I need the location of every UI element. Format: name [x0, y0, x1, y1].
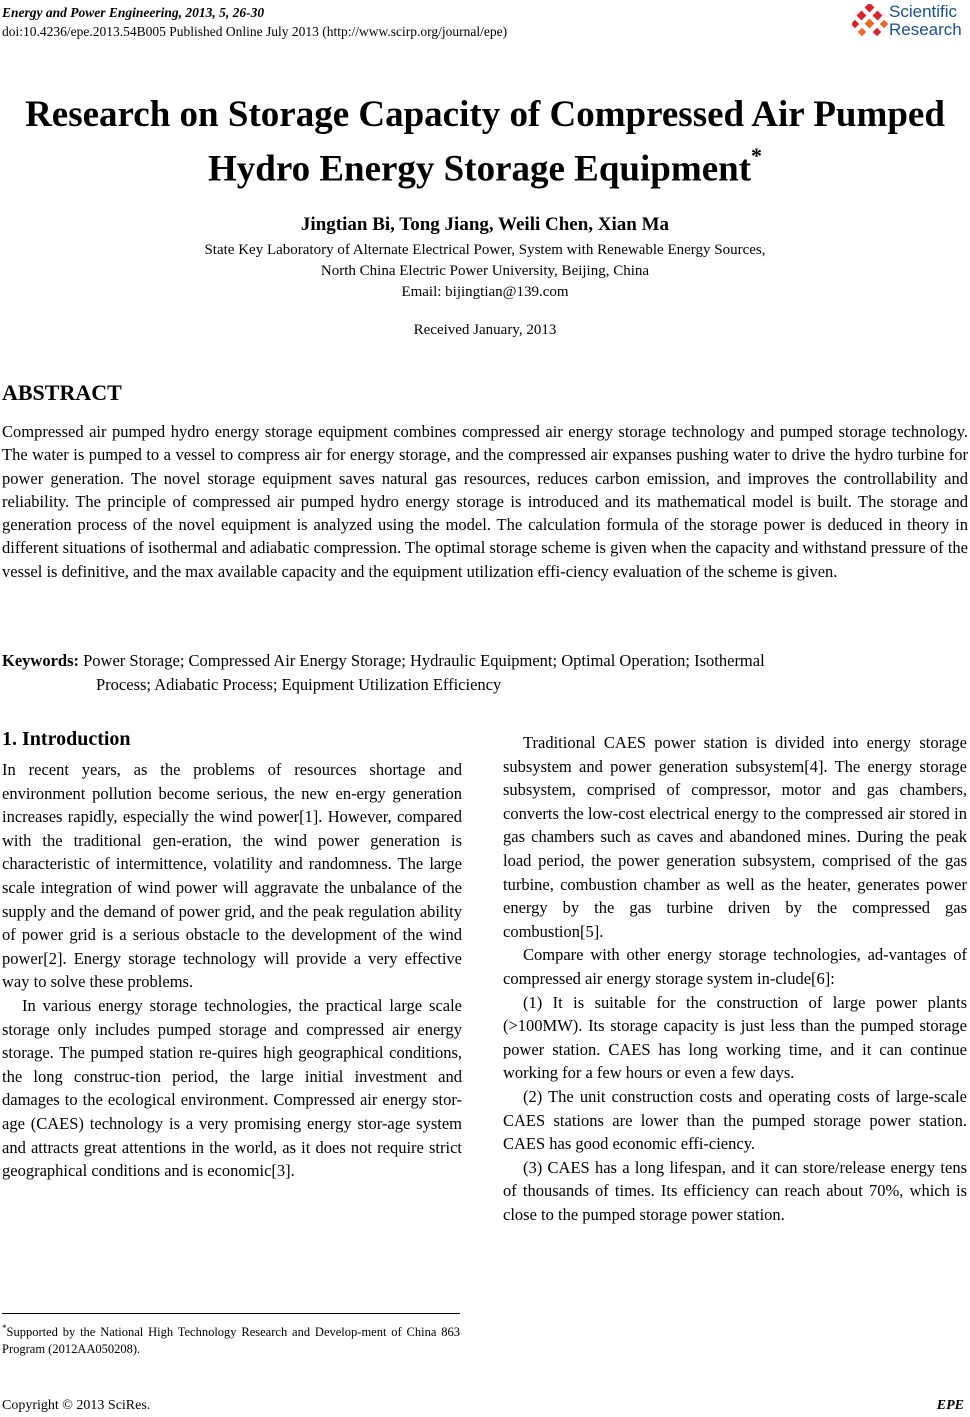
intro-paragraph-2: In various energy storage technologies, the practical large scale storage only includes pumped storage and compressed air energy storage. The pumped station re-quires high geographical conditions, the long construc-tion period, the large initial investment and damages to the ecological environment. Compressed air energy stor-age (CAES) technology is a very promising energy stor-age system and attracts great attentions in the world, as it does not require strict geographical conditions and is economic[3]. — [2, 995, 462, 1181]
publisher-logo[interactable] — [852, 2, 970, 42]
doi-line[interactable]: doi:10.4236/epe.2013.54B005 Published Online July 2013 (http://www.scirp.org/journal/epe) — [2, 24, 508, 39]
right-paragraph-3: (1) It is suitable for the construction of large power plants (>100MW). Its storage capacity is just less than the pumped storage power station. CAES has long working time, and it can continue working for a few hours or even a few days. — [503, 992, 967, 1083]
right-paragraph-2: Compare with other energy storage technologies, ad-vantages of compressed air energy storage system in-clude[6]: — [503, 945, 967, 988]
title-line2: Hydro Energy Storage Equipment — [207, 148, 752, 190]
title-footnote-mark[interactable]: * — [751, 143, 763, 168]
paper-title — [0, 92, 970, 191]
affiliation-line1: State Key Laboratory of Alternate Electrical Power, System with Renewable Energy Sources, — [204, 242, 766, 258]
footnote-text: Supported by the National High Technology Research and Develop-ment of China 863 Program (2012AA050208). — [2, 1325, 460, 1357]
right-paragraph-5: (3) CAES has a long lifespan, and it can store/release energy tens of thousands of times. Its efficiency can reach about 70%, which is close to the pumped storage power station. — [503, 1157, 967, 1224]
logo-text-line2: Research — [889, 20, 962, 39]
keywords-line2: Process; Adiabatic Process; Equipment Utilization Efficiency — [96, 674, 502, 694]
left-column — [2, 681, 462, 1183]
section-heading-introduction: 1. Introduction — [2, 728, 131, 750]
title-line1: Research on Storage Capacity of Compressed Air Pumped — [25, 94, 945, 135]
right-paragraph-4: (2) The unit construction costs and operating costs of large-scale CAES stations are lower than the pumped storage power station. CAES has good economic effi-ciency. — [503, 1086, 967, 1154]
journal-name: Energy and Power Engineering — [2, 5, 179, 20]
intro-paragraph-1: In recent years, as the problems of resources shortage and environment pollution become serious, the new en-ergy generation increases rapidly, especially the wind power[1]. However, compared with the traditional gen-eration, the wind power generation is characteristic of intermittence, volatility and randomness. The large scale integration of wind power will aggravate the unbalance of the supply and the demand of power grid, and the peak regulation ability of power grid is a serious obstacle to the development of the wind power[2]. Energy storage technology will provide a very effective way to solve these problems. — [2, 760, 462, 992]
right-paragraph-1: Traditional CAES power station is divided into energy storage subsystem and power generation subsystem[4]. The energy storage subsystem, comprised of compressor, motor and gas chambers, converts the low-cost electrical energy to the compressed air stored in gas chambers such as caves and abandoned mines. During the peak load period, the power generation subsystem, comprised of the gas turbine, combustion chamber as well as the heater, generates power energy by the gas turbine driven by the compressed gas combustion[5]. — [503, 733, 967, 941]
abstract-text: Compressed air pumped hydro energy storage equipment combines compressed air energy storage technology and pumped storage technology. The water is pumped to a vessel to compress air for energy storage, and the compressed air expanses pushing water to drive the hydro turbine for power generation. The novel storage equipment saves natural gas resources, reduces carbon emission, and improves the controllability and reliability. The principle of compressed air pumped hydro energy storage is introduced and its mathematical model is built. The storage and generation process of the novel equipment is analyzed using the model. The calculation formula of the storage power is deduced in theory in different situations of isothermal and adiabatic compression. The optimal storage scheme is given when the capacity and withstand pressure of the vessel is definitive, and the max available capacity and the equipment utilization effi-ciency evaluation of the scheme is given. — [2, 422, 968, 581]
affiliation-line2: North China Electric Power University, Beijing, China — [320, 263, 650, 279]
affiliation — [0, 240, 970, 303]
copyright-footer: Copyright © 2013 SciRes. — [2, 1398, 151, 1413]
logo-text — [889, 3, 962, 39]
journal-header — [2, 3, 507, 41]
abstract-heading: ABSTRACT — [2, 380, 122, 405]
journal-volume: , 2013, 5, 26-30 — [178, 5, 265, 20]
footnote-divider — [2, 1313, 460, 1314]
right-column — [503, 731, 967, 1226]
received-date: Received January, 2013 — [413, 322, 557, 338]
author-email[interactable]: Email: bijingtian@139.com — [401, 284, 569, 300]
funding-footnote — [2, 1320, 460, 1358]
journal-abbreviation: EPE — [936, 1398, 964, 1413]
footnote-mark: * — [2, 1323, 7, 1333]
logo-text-line1: Scientific — [889, 2, 958, 21]
author-list: Jingtian Bi, Tong Jiang, Weili Chen, Xian Ma — [300, 214, 670, 235]
keywords-line1: Power Storage; Compressed Air Energy Storage; Hydraulic Equipment; Optimal Operation; Isothermal — [83, 651, 765, 670]
scientific-research-logo-icon — [852, 4, 888, 38]
keywords-label: Keywords: — [2, 651, 79, 670]
